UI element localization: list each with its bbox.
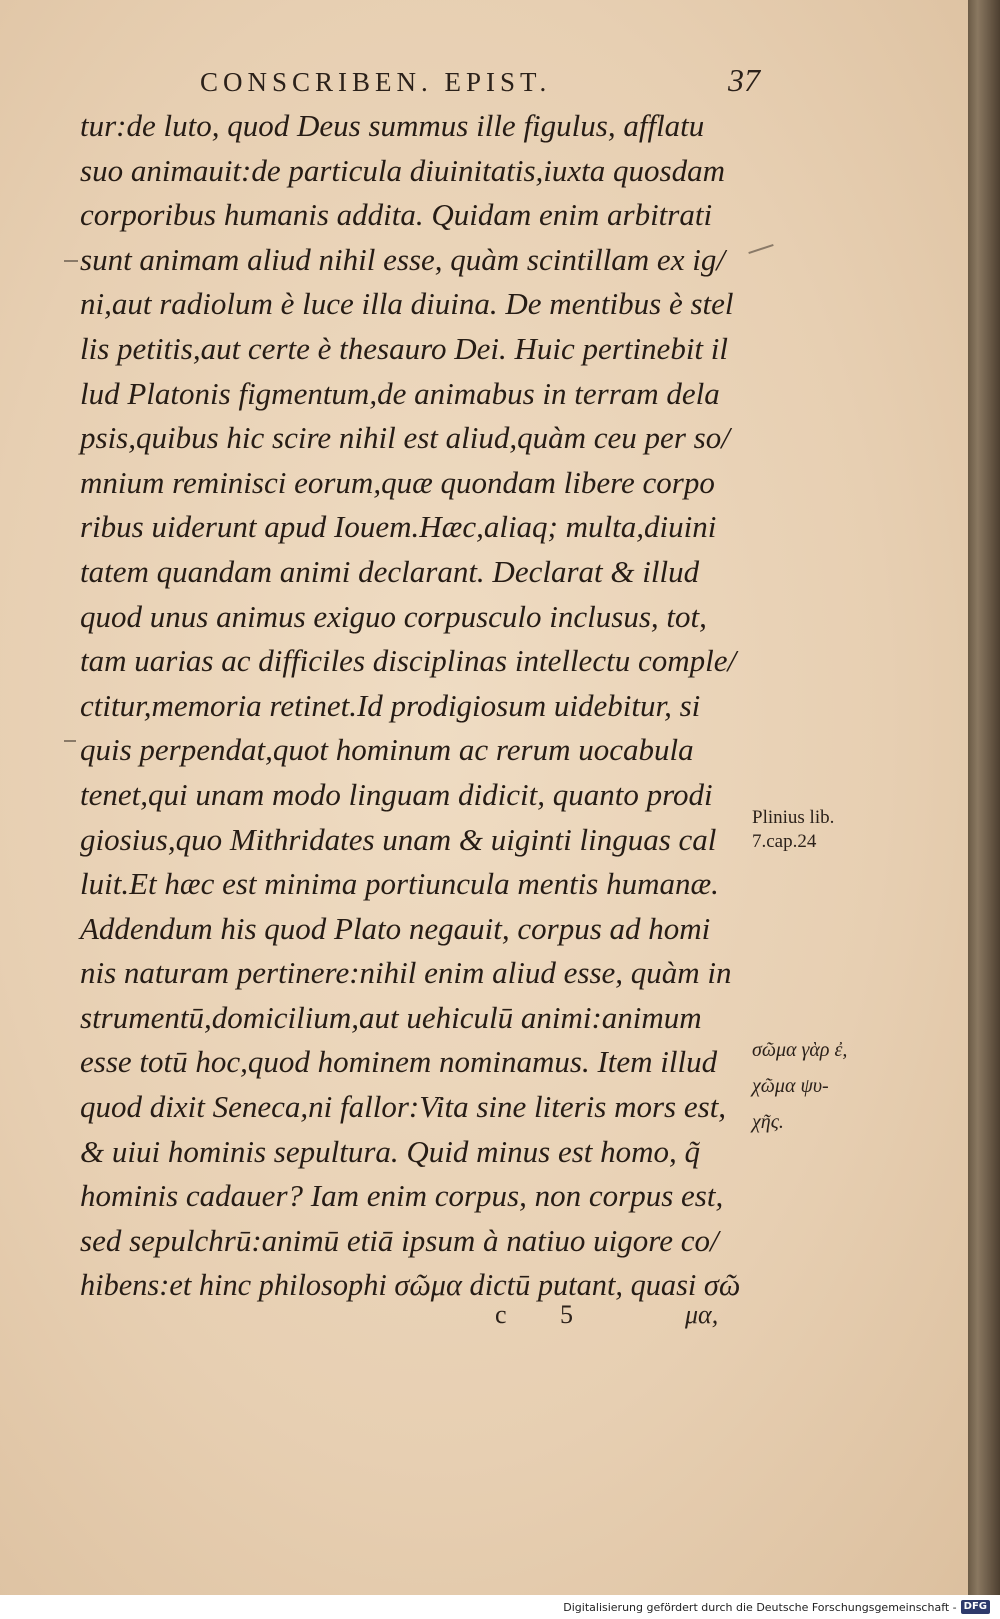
text-line: giosius,quo Mithridates unam & uiginti linguas cal (80, 821, 717, 857)
text-line: hominis cadauer? Iam enim corpus, non corpus est, (80, 1178, 724, 1214)
dfg-logo: DFG (961, 1600, 990, 1614)
text-line: sed sepulchrū:animū etiā ipsum à natiuo uigore co/ (80, 1222, 719, 1258)
margin-note-line: σῶμα γὰρ ἐ, (752, 1039, 848, 1061)
text-line: ctitur,memoria retinet.Id prodigiosum uidebitur, si (80, 687, 701, 723)
folio-number: 37 (728, 62, 760, 98)
text-line: hibens:et hinc philosophi σῶμα dictū putant, quasi σῶ (80, 1267, 741, 1303)
text-line: mnium reminisci eorum,quæ quondam libere corpo (80, 464, 715, 500)
text-line: ni,aut radiolum è luce illa diuina. De mentibus è stel (80, 286, 734, 322)
text-line: quis perpendat,quot hominum ac rerum uocabula (80, 732, 694, 768)
text-line: tam uarias ac difficiles disciplinas intellectu comple/ (80, 643, 737, 679)
pencil-mark (64, 740, 76, 742)
text-line: ribus uiderunt apud Iouem.Hæc,aliaq; multa,diuini (80, 509, 717, 545)
text-line: quod dixit Seneca,ni fallor:Vita sine literis mors est, (80, 1089, 727, 1125)
signature-number: 5 (560, 1300, 573, 1329)
text-line: corporibus humanis addita. Quidam enim arbitrati (80, 197, 713, 233)
margin-note-plinius (752, 806, 902, 854)
text-line: & uiui hominis sepultura. Quid minus est homo, q̃ (80, 1133, 701, 1169)
main-text (80, 104, 740, 1308)
pencil-mark (748, 244, 773, 254)
catchword: μα, (685, 1300, 719, 1329)
text-line: suo animauit:de particula diuinitatis,iuxta quosdam (80, 152, 725, 188)
text-line: tenet,qui unam modo linguam didicit, quanto prodi (80, 776, 713, 812)
text-line: esse totū hoc,quod hominem nominamus. Item illud (80, 1044, 718, 1080)
margin-note-line: χῆς. (752, 1111, 784, 1133)
margin-note-line: Plinius lib. (752, 807, 835, 828)
text-line: Addendum his quod Plato negauit, corpus ad homi (80, 910, 711, 946)
text-line: psis,quibus hic scire nihil est aliud,quàm ceu per so/ (80, 420, 730, 456)
margin-note-line: χῶμα ψυ- (752, 1075, 829, 1097)
signature-mark: c (495, 1300, 507, 1329)
text-line: tur:de luto, quod Deus summus ille figulus, afflatu (80, 108, 705, 143)
margin-note-greek (752, 1032, 902, 1140)
book-binding (968, 0, 1000, 1595)
text-line: nis naturam pertinere:nihil enim aliud esse, quàm in (80, 955, 732, 991)
running-title: CONSCRIBEN. EPIST. (200, 67, 552, 97)
footer-credit: Digitalisierung gefördert durch die Deutsche Forschungsgemeinschaft - (563, 1600, 957, 1614)
text-line: strumentū,domicilium,aut uehiculū animi:animum (80, 999, 702, 1035)
text-line: sunt animam aliud nihil esse, quàm scintillam ex ig/ (80, 241, 725, 277)
text-line: tatem quandam animi declarant. Declarat & illud (80, 553, 700, 589)
margin-note-line: 7.cap.24 (752, 831, 817, 852)
pencil-mark (64, 260, 78, 262)
text-line: lis petitis,aut certe è thesauro Dei. Huic pertinebit il (80, 330, 729, 366)
page-header (200, 62, 760, 99)
text-line: quod unus animus exiguo corpusculo inclusus, tot, (80, 598, 707, 634)
digitization-footer (0, 1595, 1000, 1619)
text-line: lud Platonis figmentum,de animabus in terram dela (80, 375, 720, 411)
text-line: luit.Et hæc est minima portiuncula mentis humanæ. (80, 866, 719, 902)
